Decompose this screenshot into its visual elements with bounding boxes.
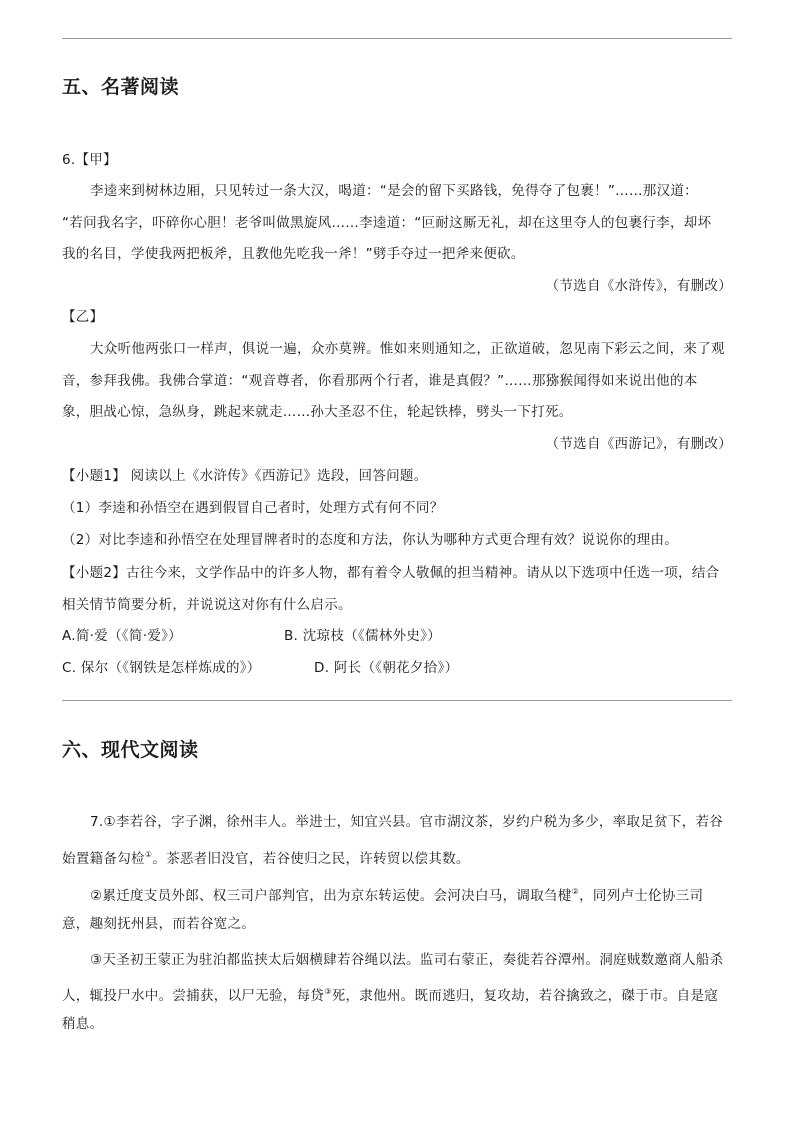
jia-source: （节选自《水浒传》，有删改） xyxy=(545,278,732,294)
option-c: C. 保尔（《钢铁是怎样炼成的》） xyxy=(62,660,261,676)
jia-passage-line: 我的名目，学使我两把板斧，且教他先吃我一斧！”劈手夺过一把斧来便砍。 xyxy=(62,246,525,262)
passage-paragraph-3-line: 稍息。 xyxy=(62,1016,104,1032)
yi-label: 【乙】 xyxy=(62,309,104,325)
section-divider xyxy=(62,700,732,701)
jia-passage-line: “若问我名字，吓碎你心胆！老爷叫做黑旋风……李逵道：“叵耐这厮无礼，却在这里夺人的包裹行李，却坏 xyxy=(62,215,712,231)
passage-paragraph-1-line: 始置籍备勾检①。茶恶者旧没官，若谷使归之民，许转贸以偿其数。 xyxy=(62,850,470,867)
section-5-title: 五、名著阅读 xyxy=(62,76,180,98)
subquestion-2-line: 【小题2】古往今来，文学作品中的许多人物，都有着令人敬佩的担当精神。请从以下选项中任选一项，结合 xyxy=(62,565,720,581)
yi-passage-line: 象，胆战心惊，急纵身，跳起来就走……孙大圣忍不住，轮起铁棒，劈头一下打死。 xyxy=(62,404,573,420)
footnote-marker: ③ xyxy=(324,987,332,996)
passage-paragraph-3-line: ③天圣初王蒙正为驻泊都监挟太后姻横肆若谷绳以法。监司右蒙正，奏徙若谷潭州。洞庭贼数邀商人船杀 xyxy=(90,952,724,968)
subquestion-2-line: 相关情节简要分析，并说说这对你有什么启示。 xyxy=(62,597,352,613)
subquestion-1-part-1: （1）李逵和孙悟空在遇到假冒自己者时，处理方式有何不同？ xyxy=(62,500,444,516)
option-b: B. 沈琼枝（《儒林外史》） xyxy=(284,628,442,644)
yi-passage-line: 音，参拜我佛。我佛合掌道：“观音尊者，你看那两个行者，谁是真假？”……那猕猴闻得如来说出他的本 xyxy=(62,373,698,389)
jia-passage-line: 李逵来到树林边厢，只见转过一条大汉，喝道：“是会的留下买路钱，免得夺了包裹！”……那汉道： xyxy=(90,183,698,199)
subquestion-1-part-2: （2）对比李逵和孙悟空在处理冒牌者时的态度和方法，你认为哪种方式更合理有效？说说你的理由。 xyxy=(62,532,679,548)
footnote-marker: ② xyxy=(571,887,580,896)
yi-passage-line: 大众听他两张口一样声，俱说一遍，众亦莫辨。惟如来则通知之，正欲道破，忽见南下彩云之间，来了观 xyxy=(90,341,725,357)
passage-paragraph-2-line: 意，趣刻抚州县，而若谷宽之。 xyxy=(62,916,256,932)
question-6-label: 6.【甲】 xyxy=(62,152,117,168)
passage-paragraph-3-line: 人，辄投尸水中。尝捕获，以尸无验，每贷③死，隶他州。既而逃归，复攻劫，若谷擒致之，磔于市。自是寇 xyxy=(62,987,719,1004)
subquestion-1: 【小题1】 阅读以上《水浒传》《西游记》选段，回答问题。 xyxy=(62,468,428,484)
section-6-title: 六、现代文阅读 xyxy=(62,739,199,761)
footnote-marker: ① xyxy=(144,850,153,859)
yi-source: （节选自《西游记》，有删改） xyxy=(545,436,732,452)
passage-paragraph-2-line: ②累迁度支员外郎、权三司户部判官，出为京东转运使。会河决白马，调取刍楗②，同列卢士伦协三司 xyxy=(90,887,704,904)
option-d: D. 阿长（《朝花夕拾》） xyxy=(314,660,459,676)
option-a: A.简·爱（《简·爱》） xyxy=(62,628,182,644)
top-divider xyxy=(62,38,732,39)
passage-paragraph-1-line: 7.①李若谷，字子渊，徐州丰人。举进士，知宜兴县。官市湖汶茶，岁约户税为多少，率取足贫下，若谷 xyxy=(90,814,724,830)
